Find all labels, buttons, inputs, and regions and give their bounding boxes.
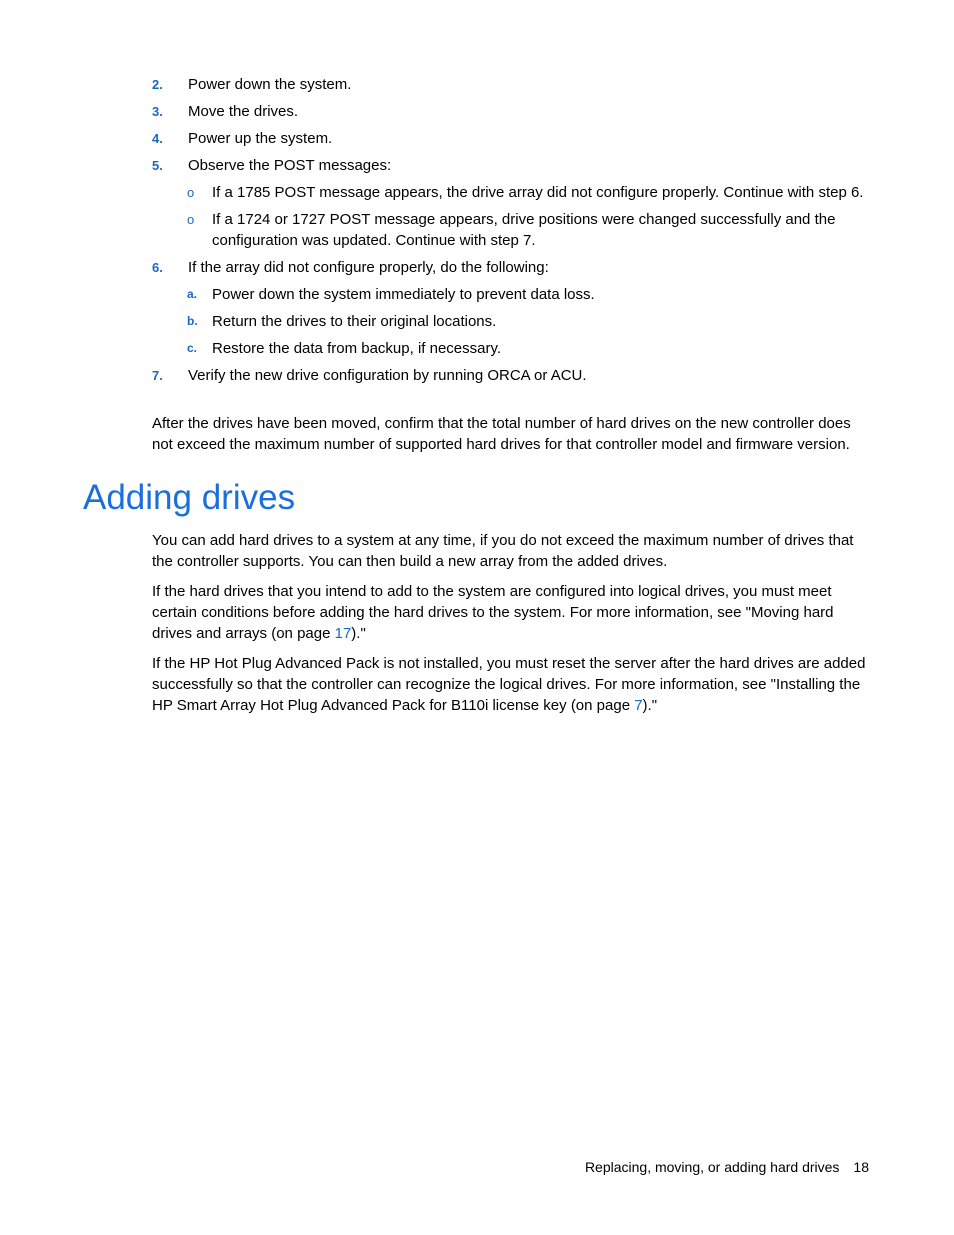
page-link-17[interactable]: 17 [334,625,352,642]
step-number: 6. [152,260,163,275]
paragraph-text: )." [642,697,658,714]
step-3 [152,101,872,122]
procedure-steps [152,74,872,392]
step-6 [152,257,872,278]
footer-title: Replacing, moving, or adding hard drives [584,1159,840,1175]
page-number: 18 [853,1159,869,1175]
step-number: 5. [152,158,163,173]
step-7 [152,365,872,386]
bullet-marker: o [187,212,195,227]
section-paragraph-3 [152,653,872,716]
step-text: Power up the system. [188,130,333,147]
page-footer [585,1157,869,1177]
step-text: Power down the system. [188,76,352,93]
step-6-substep-a [152,284,872,305]
substep-text: Restore the data from backup, if necessary. [212,340,502,357]
after-steps-paragraph: After the drives have been moved, confirm that the total number of hard drives on the new controller does not exceed the maximum number of supported hard drives for that controller model and firmware version. [152,415,851,453]
substep-letter: b. [187,314,198,328]
substep-text: Power down the system immediately to prevent data loss. [212,286,595,303]
step-number: 7. [152,368,163,383]
bullet-text: If a 1785 POST message appears, the drive array did not configure properly. Continue with step 6. [212,184,864,201]
step-number: 3. [152,104,163,119]
section-paragraph-1: You can add hard drives to a system at any time, if you do not exceed the maximum number of drives that the controller supports. You can then build a new array from the added drives. [152,532,854,570]
step-6-substep-b [152,311,872,332]
paragraph-text: If the hard drives that you intend to add to the system are configured into logical drives, you must meet certain conditions before adding the hard drives to the system. For more information, see "Moving hard drives and arrays (on page [152,583,834,642]
substep-letter: c. [187,341,198,355]
step-text: Move the drives. [188,103,299,120]
step-6-substep-c [152,338,872,359]
substep-text: Return the drives to their original locations. [212,313,497,330]
section-body [152,530,872,725]
step-2 [152,74,872,95]
step-text: Observe the POST messages: [188,157,392,174]
paragraph-text: If the HP Hot Plug Advanced Pack is not installed, you must reset the server after the hard drives are added successfully so that the controller can recognize the logical drives. For more information, see "Installing the HP Smart Array Hot Plug Advanced Pack for B110i license key (on page [152,655,866,714]
bullet-text: If a 1724 or 1727 POST message appears, drive positions were changed successfully and the configuration was updated. Continue with step 7. [212,211,836,249]
substep-letter: a. [187,287,198,301]
step-text: If the array did not configure properly, do the following: [188,259,549,276]
step-5 [152,155,872,176]
section-heading: Adding drives [83,478,296,517]
step-number: 2. [152,77,163,92]
step-4 [152,128,872,149]
step-number: 4. [152,131,163,146]
step-5-bullet-1 [152,182,872,203]
page-link-7[interactable]: 7 [634,697,643,714]
step-text: Verify the new drive configuration by running ORCA or ACU. [188,367,587,384]
section-paragraph-2 [152,581,872,644]
paragraph-text: )." [351,625,366,642]
step-5-bullet-2 [152,209,872,251]
bullet-marker: o [187,185,195,200]
